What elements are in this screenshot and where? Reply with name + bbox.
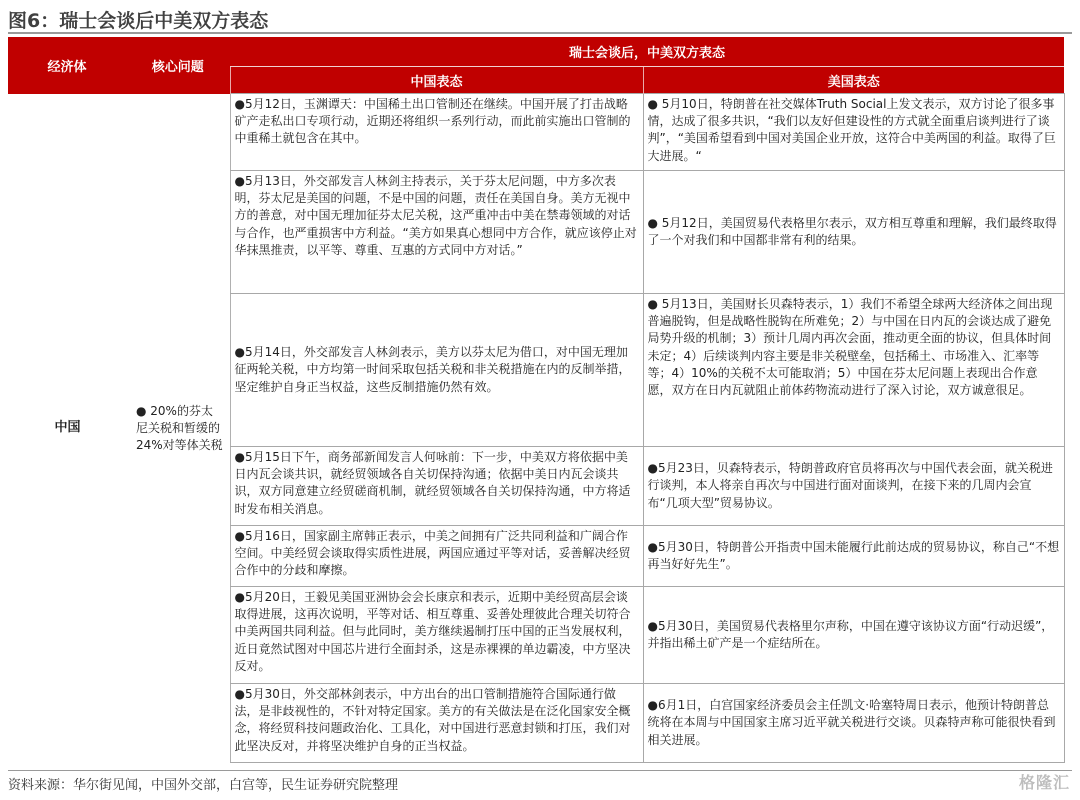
footer-divider bbox=[8, 770, 1072, 771]
economy-cell: 中国 bbox=[54, 420, 81, 436]
china-statement: ●5月12日，玉渊谭天：中国稀土出口管制还在继续。中国开展了打击战略矿产走私出口专项行动，近期还将组织一系列行动，而此前实施出口管制的中重稀土就包含在其中。 bbox=[230, 94, 643, 171]
china-statement: ●5月13日，外交部发言人林剑主持表示，关于芬太尼问题，中方多次表明，芬太尼是美国的问题，不是中国的问题，责任在美国自身。美方无视中方的善意，对中国无理加征芬太尼关税，这严重冲击中美在禁毒领域的对话与合作，也严重损害中方利益。“美方如果真心想同中方合作，就应该停止对华抹黑推责，以平等、尊重、互惠的方式同中方对话。” bbox=[230, 171, 643, 294]
china-statement: ●5月14日，外交部发言人林剑表示，美方以芬太尼为借口，对中国无理加征两轮关税，中方均第一时间采取包括关税和非关税措施在内的反制举措，坚定维护自身正当权益，这些反制措施仍然有效。 bbox=[230, 294, 643, 447]
us-statement: ●5月23日，贝森特表示，特朗普政府官员将再次与中国代表会面，就关税进行谈判，本人将亲自再次与中国进行面对面谈判，在接下来的几周内会宣布“几项大型”贸易协议。 bbox=[643, 447, 1064, 526]
china-statement: ●5月20日，王毅见美国亚洲协会会长康京和表示，近期中美经贸高层会谈取得进展，这再次说明，平等对话、相互尊重、妥善处理彼此合理关切符合中美两国共同利益。但与此同时，美方继续遏制打压中国的正当发展权利，近日竟然试图对中国芯片进行全面封杀，这是赤裸裸的单边霸凌，中方坚决反对。 bbox=[230, 587, 643, 684]
title-divider bbox=[8, 32, 1072, 34]
figure-title: 图6：瑞士会谈后中美双方表态 bbox=[8, 10, 269, 32]
watermark-logo: 格隆汇 bbox=[1018, 773, 1070, 792]
us-statement: ● 5月12日，美国贸易代表格里尔表示，双方相互尊重和理解，我们最终取得了一个对我们和中国都非常有利的结果。 bbox=[643, 171, 1064, 294]
header-economy: 经济体 bbox=[8, 37, 126, 94]
china-statement: ●5月15日下午，商务部新闻发言人何咏前：下一步，中美双方将依据中美日内瓦会谈共识，就经贸领域各自关切保持沟通；依据中美日内瓦会谈共识，双方同意建立经贸磋商机制，就经贸领域各自关切保持沟通，中方将适时发布相关消息。 bbox=[230, 447, 643, 526]
header-china: 中国表态 bbox=[230, 67, 643, 94]
us-statement: ● 5月10日，特朗普在社交媒体Truth Social上发文表示，双方讨论了很多事情，达成了很多共识，“我们以友好但建设性的方式就全面重启谈判进行了谈判”，“美国希望看到中国对美国企业开放，这符合中美两国的利益。取得了巨大进展。“ bbox=[643, 94, 1064, 171]
header-us: 美国表态 bbox=[643, 67, 1064, 94]
china-statement: ●5月16日，国家副主席韩正表示，中美之间拥有广泛共同利益和广阔合作空间。中美经贸会谈取得实质性进展，两国应通过平等对话，妥善解决经贸合作中的分歧和摩擦。 bbox=[230, 526, 643, 587]
header-issue: 核心问题 bbox=[126, 37, 230, 94]
statement-table bbox=[8, 37, 1065, 763]
us-statement: ●5月30日，特朗普公开指责中国未能履行此前达成的贸易协议，称自己“不想再当好好先生”。 bbox=[643, 526, 1064, 587]
china-statement: ●5月30日，外交部林剑表示，中方出台的出口管制措施符合国际通行做法，是非歧视性的，不针对特定国家。美方的有关做法是在泛化国家安全概念，将经贸科技问题政治化、工具化，对中国进行恶意封锁和打压，我们对此坚决反对，并将坚决维护自身的正当权益。 bbox=[230, 684, 643, 763]
us-statement: ●5月30日，美国贸易代表格里尔声称，中国在遵守该协议方面“行动迟缓”，并指出稀土矿产是一个症结所在。 bbox=[643, 587, 1064, 684]
issue-cell: ● 20%的芬太尼关税和暂缓的24%对等体关税 bbox=[136, 403, 223, 452]
us-statement: ● 5月13日，美国财长贝森特表示，1）我们不希望全球两大经济体之间出现普遍脱钩，但是战略性脱钩在所难免；2）与中国在日内瓦的会谈达成了避免局势升级的机制；3）预计几周内再次会面，推动更全面的协议，但具体时间未定；4）后续谈判内容主要是非关税壁垒，包括稀土、市场准入、汇率等等；4）10%的关税不太可能取消；5）中国在芬太尼问题上表现出合作意愿，双方在日内瓦就阻止前体药物流动进行了深入讨论，双方诚意很足。 bbox=[643, 294, 1064, 447]
source-note: 资料来源：华尔街见闻，中国外交部，白宫等，民生证券研究院整理 bbox=[8, 778, 399, 793]
us-statement: ●6月1日，白宫国家经济委员会主任凯文·哈塞特周日表示，他预计特朗普总统将在本周与中国国家主席习近平就关税进行交谈。贝森特声称可能很快看到相关进展。 bbox=[643, 684, 1064, 763]
header-group: 瑞士会谈后，中美双方表态 bbox=[230, 37, 1064, 67]
